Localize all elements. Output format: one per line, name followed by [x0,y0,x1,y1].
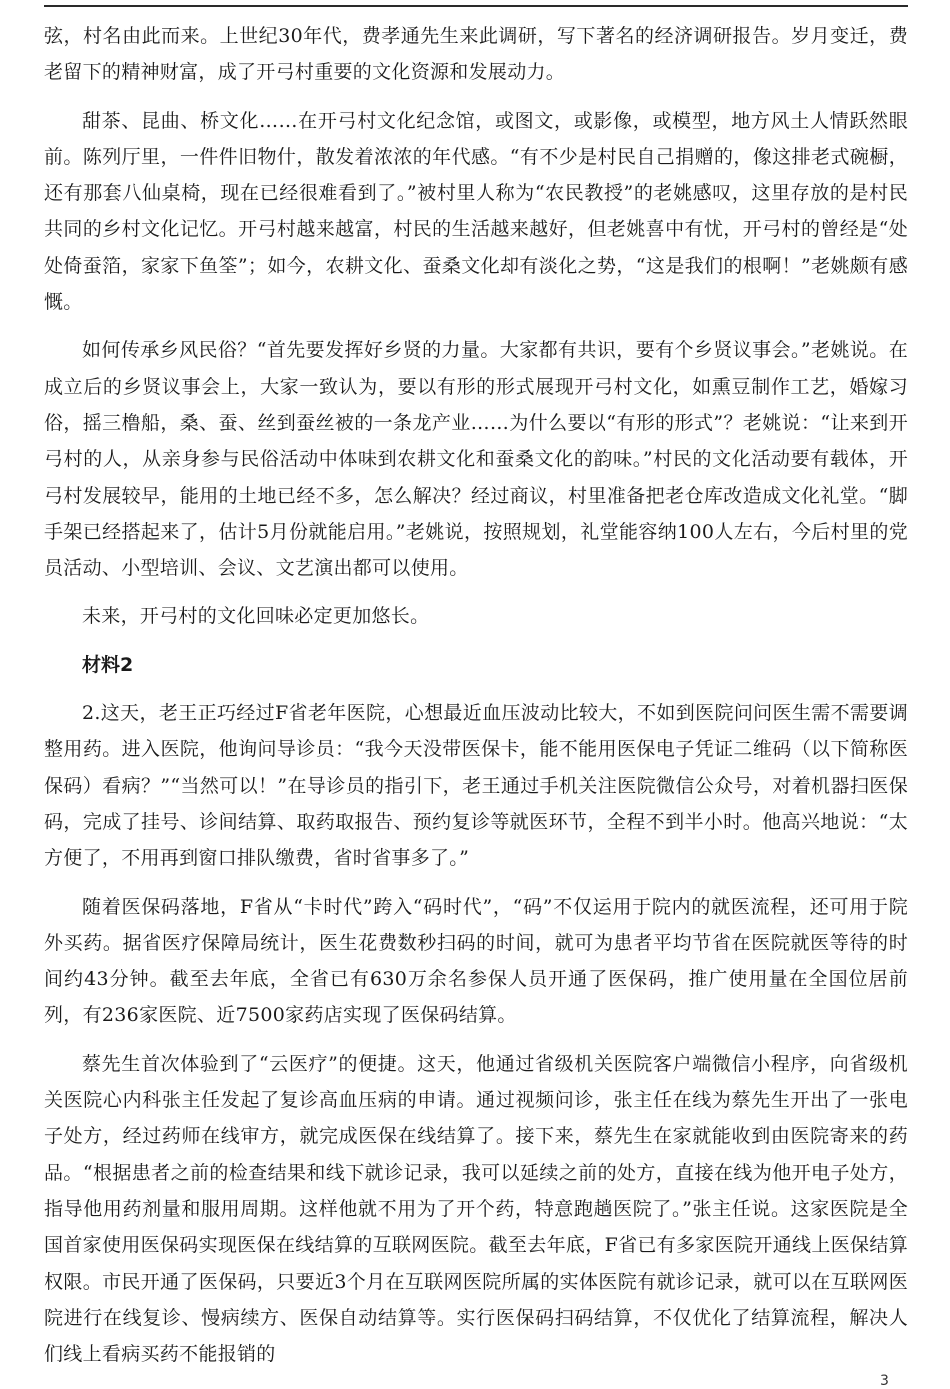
page-number: 3 [880,1373,889,1389]
paragraph-future: 未来，开弓村的文化回味必定更加悠长。 [82,605,430,628]
paragraph-continuation: 弦，村名由此而来。上世纪30年代，费孝通先生来此调研，写下著名的经济调研报告。岁月变迁，费老留下的精神财富，成了开弓村重要的文化资源和发展动力。 [44,25,908,84]
document-body [44,18,908,1384]
paragraph-medical-code: 2.这天，老王正巧经过F省老年医院，心想最近血压波动比较大，不如到医院问问医生需不需要调整用药。进入医院，他询问导诊员：“我今天没带医保卡，能不能用医保电子凭证二维码（以下简称医保码）看病？”“当然可以！”在导诊员的指引下，老王通过手机关注医院微信公众号，对着机器扫医保码，完成了挂号、诊间结算、取药取报告、预约复诊等就医环节，全程不到半小时。他高兴地说：“太方便了，不用再到窗口排队缴费，省时省事多了。” [44,702,908,870]
paragraph-culture-museum: 甜茶、昆曲、桥文化……在开弓村文化纪念馆，或图文，或影像，或模型，地方风土人情跃然眼前。陈列厅里，一件件旧物什，散发着浓浓的年代感。“有不少是村民自己捐赠的，像这排老式碗橱，还有那套八仙桌椅，现在已经很难看到了。”被村里人称为“农民教授”的老姚感叹，这里存放的是村民共同的乡村文化记忆。开弓村越来越富，村民的生活越来越好，但老姚喜中有忧，开弓村的曾经是“处处倚蚕箔，家家下鱼筌”；如今，农耕文化、蚕桑文化却有淡化之势，“这是我们的根啊！”老姚颇有感慨。 [44,109,908,314]
header-rule [44,5,908,7]
section-heading: 材料2 [82,653,134,676]
paragraph-folk-customs: 如何传承乡风民俗？“首先要发挥好乡贤的力量。大家都有共识，要有个乡贤议事会。”老姚说。在成立后的乡贤议事会上，大家一致认为，要以有形的形式展现开弓村文化，如熏豆制作工艺，婚嫁习俗，摇三橹船，桑、蚕、丝到蚕丝被的一条龙产业……为什么要以“有形的形式”？老姚说：“让来到开弓村的人，从亲身参与民俗活动中体味到农耕文化和蚕桑文化的韵味。”村民的文化活动要有载体，开弓村发展较早，能用的土地已经不多，怎么解决？经过商议，村里准备把老仓库改造成文化礼堂。“脚手架已经搭起来了，估计5月份就能启用。”老姚说，按照规划，礼堂能容纳100人左右，今后村里的党员活动、小型培训、会议、文艺演出都可以使用。 [44,339,908,580]
paragraph-code-era: 随着医保码落地，F省从“卡时代”跨入“码时代”，“码”不仅运用于院内的就医流程，还可用于院外买药。据省医疗保障局统计，医生花费数秒扫码的时间，就可为患者平均节省在医院就医等待的时间约43分钟。截至去年底，全省已有630万余名参保人员开通了医保码，推广使用量在全国位居前列，有236家医院、近7500家药店实现了医保码结算。 [44,895,908,1027]
paragraph-cloud-medical: 蔡先生首次体验到了“云医疗”的便捷。这天，他通过省级机关医院客户端微信小程序，向省级机关医院心内科张主任发起了复诊高血压病的申请。通过视频问诊，张主任在线为蔡先生开出了一张电子处方，经过药师在线审方，就完成医保在线结算了。接下来，蔡先生在家就能收到由医院寄来的药品。“根据患者之前的检查结果和线下就诊记录，我可以延续之前的处方，直接在线为他开电子处方，指导他用药剂量和服用周期。这样他就不用为了开个药，特意跑趟医院了。”张主任说。这家医院是全国首家使用医保码实现医保在线结算的互联网医院。截至去年底，F省已有多家医院开通线上医保结算权限。市民开通了医保码，只要近3个月在互联网医院所属的实体医院有就诊记录，就可以在互联网医院进行在线复诊、慢病续方、医保自动结算等。实行医保码扫码结算，不仅优化了结算流程，解决人们线上看病买药不能报销的 [44,1052,908,1366]
